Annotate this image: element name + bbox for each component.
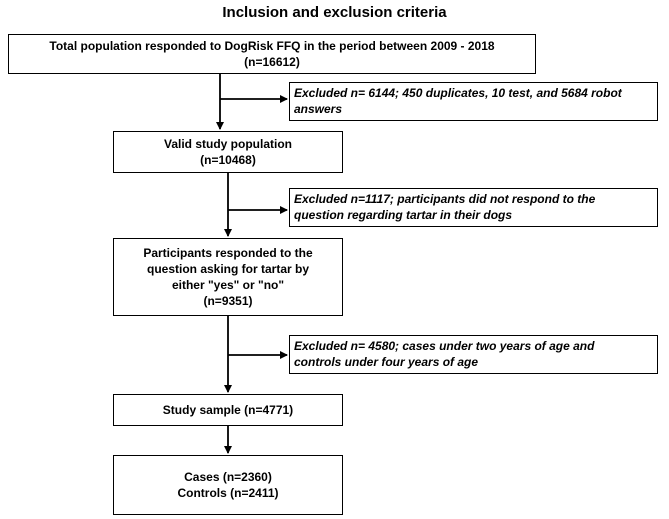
box-responded-line2: question asking for tartar by xyxy=(146,262,310,276)
exclusion-1-line1: Excluded n= 6144; 450 duplicates, 10 test, and 5684 robot xyxy=(294,86,622,100)
box-participants-responded xyxy=(113,238,343,316)
exclusion-3-line2: controls under four years of age xyxy=(294,355,479,369)
box-responded-line3: either "yes" or "no" xyxy=(171,278,285,292)
box-exclusion-2 xyxy=(289,188,658,227)
exclusion-1-line2: answers xyxy=(294,102,343,116)
box-total-line2: (n=16612) xyxy=(244,55,300,69)
exclusion-2-line1: Excluded n=1117; participants did not respond to the xyxy=(294,192,596,206)
box-final-line2: Controls (n=2411) xyxy=(177,486,279,500)
box-study-sample xyxy=(113,394,343,426)
box-final-line1: Cases (n=2360) xyxy=(184,470,272,484)
box-exclusion-3 xyxy=(289,335,658,374)
exclusion-3-line1: Excluded n= 4580; cases under two years of age and xyxy=(294,339,595,353)
box-exclusion-1 xyxy=(289,82,658,121)
box-total-line1: Total population responded to DogRisk FFQ in the period between 2009 - 2018 xyxy=(49,39,495,53)
box-sample-line1: Study sample (n=4771) xyxy=(162,403,294,417)
box-responded-line1: Participants responded to the xyxy=(143,246,313,260)
box-valid-population xyxy=(113,131,343,173)
exclusion-2-line2: question regarding tartar in their dogs xyxy=(294,208,513,222)
box-valid-line2: (n=10468) xyxy=(200,153,256,167)
box-responded-line4: (n=9351) xyxy=(203,294,253,308)
box-cases-controls xyxy=(113,455,343,515)
box-valid-line1: Valid study population xyxy=(163,137,292,151)
box-total-population xyxy=(8,34,536,74)
diagram-title: Inclusion and exclusion criteria xyxy=(222,4,447,21)
